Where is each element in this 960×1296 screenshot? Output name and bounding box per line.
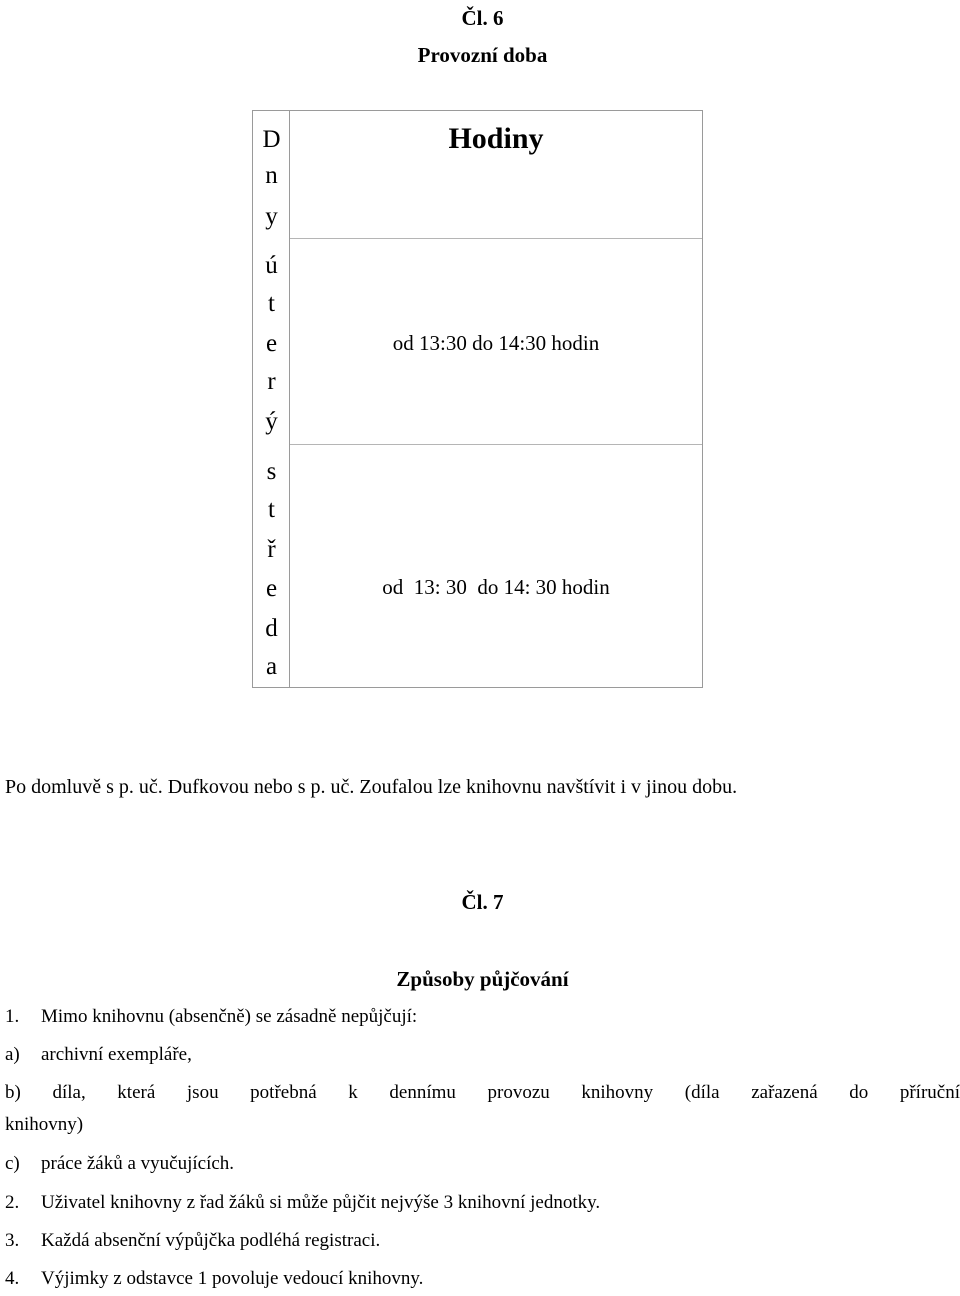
- item-number: 3.: [5, 1230, 20, 1251]
- item-number: a): [5, 1044, 20, 1065]
- item-text: knihovny): [5, 1114, 84, 1135]
- hours-cell-tuesday: od 13:30 do 14:30 hodin: [392, 331, 600, 355]
- day-char: a: [265, 653, 278, 680]
- item-text: archivní exempláře,: [41, 1044, 192, 1065]
- list-item: [5, 1266, 423, 1292]
- list-item: [5, 1190, 600, 1216]
- item-number: c): [5, 1153, 20, 1174]
- article-6-label: Čl. 6: [461, 6, 504, 30]
- item-text: Uživatel knihovny z řad žáků si může půjčit nejvýše 3 knihovní jednotky.: [41, 1192, 601, 1213]
- day-char: ř: [267, 536, 276, 563]
- days-header-char: n: [265, 162, 278, 189]
- days-header-char: y: [265, 203, 278, 230]
- item-number: 1.: [5, 1006, 20, 1027]
- list-item: [5, 1228, 380, 1254]
- days-header-char: D: [262, 126, 281, 153]
- list-item-continuation: [5, 1112, 83, 1138]
- list-item: [5, 1042, 192, 1068]
- day-char: t: [268, 290, 275, 317]
- item-text: díla, která jsou potřebná k dennímu provozu knihovny (díla zařazená do příruční: [52, 1082, 960, 1103]
- days-column: [253, 111, 290, 687]
- opening-hours-table: [252, 110, 703, 688]
- table-row-divider: [290, 444, 702, 445]
- opening-note: Po domluvě s p. uč. Dufkovou nebo s p. uč. Zoufalou lze knihovnu navštívit i v jinou dobu.: [5, 776, 738, 798]
- day-char: ý: [265, 408, 278, 435]
- list-item: [5, 1004, 417, 1030]
- item-text: Výjimky z odstavce 1 povoluje vedoucí knihovny.: [41, 1268, 424, 1289]
- day-char: e: [265, 575, 278, 602]
- article-6-title: Provozní doba: [417, 43, 548, 67]
- item-text: práce žáků a vyučujících.: [41, 1153, 235, 1174]
- article-7-title: Způsoby půjčování: [396, 967, 569, 991]
- item-number: 4.: [5, 1268, 20, 1289]
- table-row-divider: [290, 238, 702, 239]
- item-text: Mimo knihovnu (absenčně) se zásadně nepůjčují:: [41, 1006, 418, 1027]
- hours-cell-wednesday: od 13: 30 do 14: 30 hodin: [382, 575, 610, 599]
- hours-header: Hodiny: [448, 122, 544, 155]
- day-char: s: [266, 458, 277, 485]
- item-number: b): [5, 1082, 21, 1103]
- day-char: ú: [265, 252, 278, 279]
- day-char: t: [268, 496, 275, 523]
- item-number: 2.: [5, 1192, 20, 1213]
- day-char: d: [265, 615, 278, 642]
- list-item: [5, 1080, 960, 1106]
- item-text: Každá absenční výpůjčka podléhá registraci.: [41, 1230, 381, 1251]
- day-char: e: [265, 330, 278, 357]
- day-char: r: [267, 368, 276, 395]
- list-item: [5, 1151, 234, 1177]
- article-7-label: Čl. 7: [461, 890, 504, 914]
